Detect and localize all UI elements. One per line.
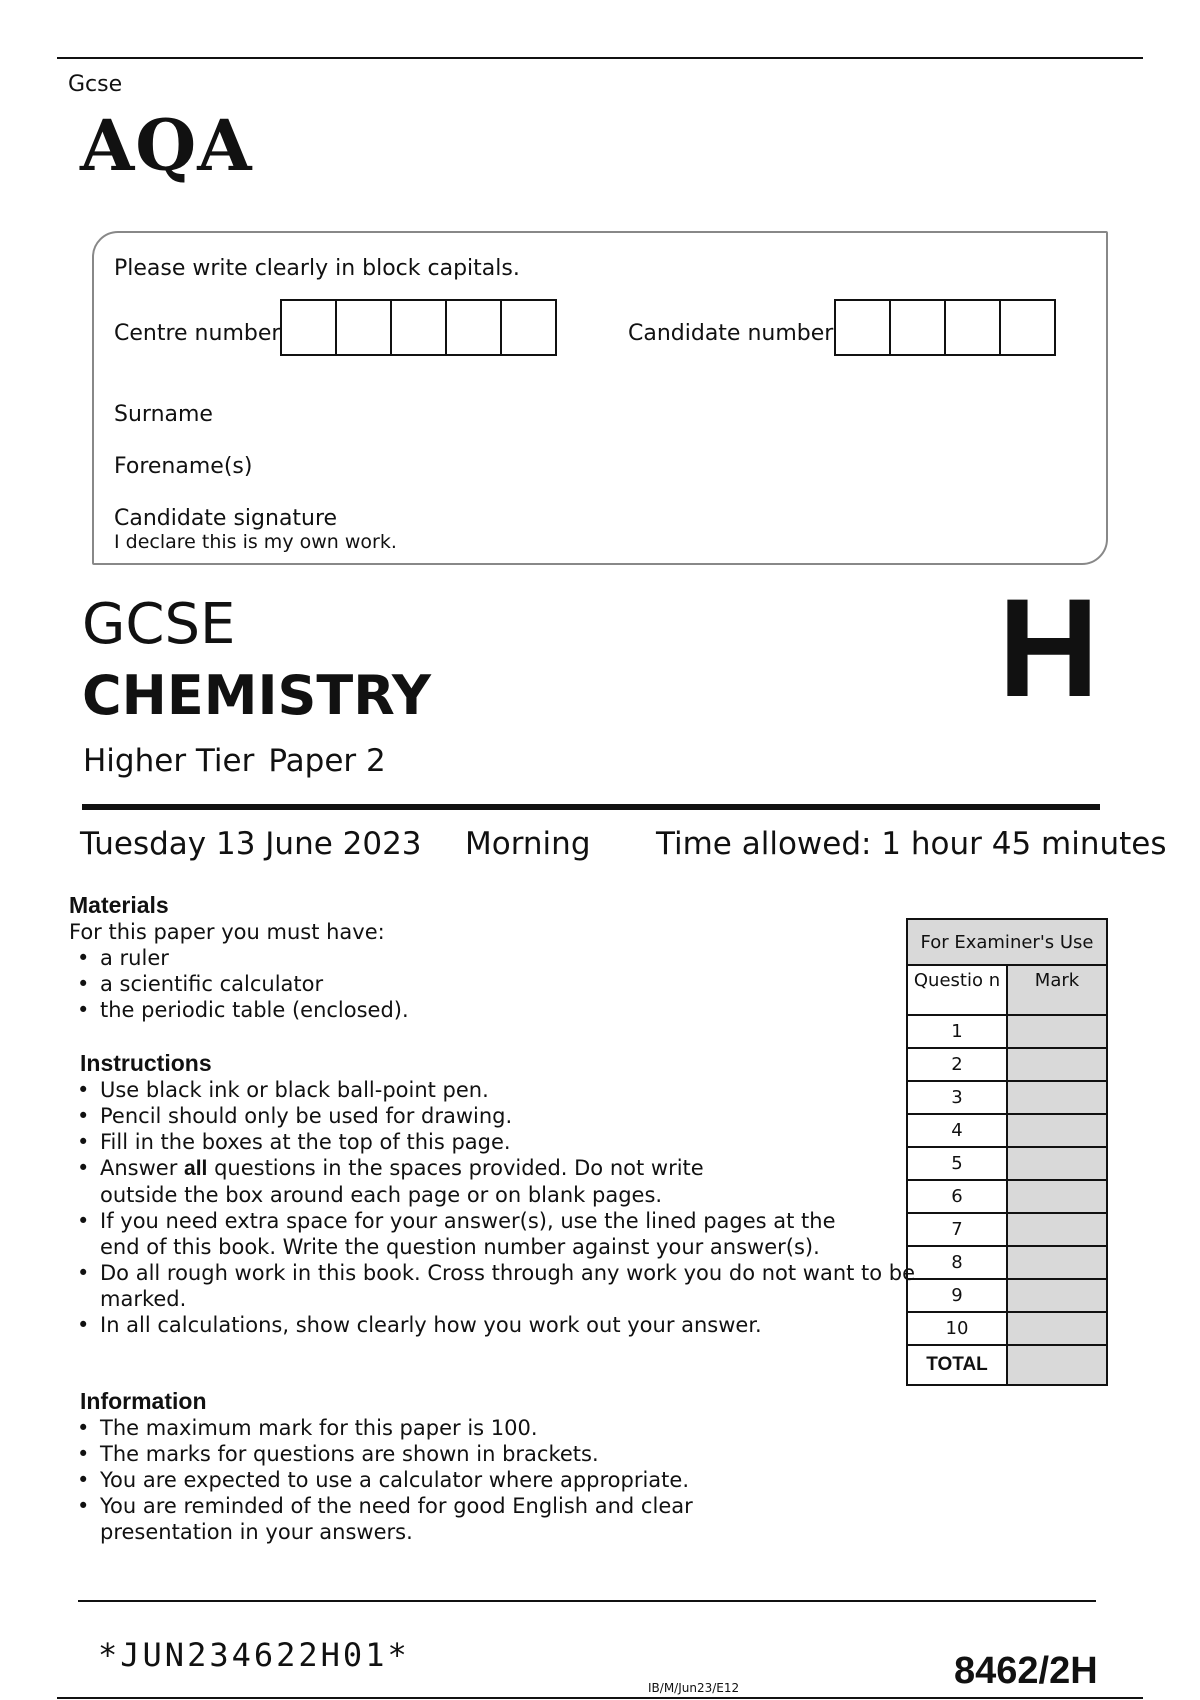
information-section	[69, 1388, 909, 1545]
table-row	[907, 1180, 1107, 1213]
qualification-title: GCSE	[82, 592, 236, 657]
mark-cell	[1007, 1147, 1107, 1180]
footer-rule	[78, 1600, 1096, 1602]
table-row	[907, 1312, 1107, 1345]
signature-label: Candidate signature	[114, 506, 338, 531]
tier-line	[83, 743, 386, 779]
candidate-number-boxes[interactable]	[836, 299, 1056, 356]
time-allowed: Time allowed: 1 hour 45 minutes	[656, 826, 1167, 862]
table-row	[907, 1246, 1107, 1279]
surname-label: Surname	[114, 402, 213, 427]
candidate-digit-box[interactable]	[889, 299, 946, 356]
table-row	[907, 1048, 1107, 1081]
question-number: 8	[907, 1246, 1007, 1279]
mark-cell	[1007, 1180, 1107, 1213]
mark-cell	[1007, 1015, 1107, 1048]
exam-date: Tuesday 13 June 2023	[80, 826, 422, 862]
exam-session: Morning	[465, 826, 591, 862]
total-mark-cell	[1007, 1345, 1107, 1385]
materials-heading: Materials	[69, 892, 169, 918]
list-item: • You are reminded of the need for good English and clear presentation in your answers.	[66, 1493, 746, 1545]
header-small-title: Gcse	[68, 72, 123, 97]
list-item: • the periodic table (enclosed).	[66, 997, 909, 1023]
materials-section	[69, 892, 909, 1023]
list-item: • Answer all questions in the spaces provided. Do not write outside the box around each page or on blank pages.	[66, 1155, 746, 1208]
list-item: • The maximum mark for this paper is 100.	[66, 1415, 909, 1441]
instructions-list	[66, 1077, 916, 1338]
candidate-digit-box[interactable]	[944, 299, 1001, 356]
tier-letter: H	[998, 569, 1100, 726]
barcode-text: *JUN234622H01*	[98, 1636, 410, 1674]
centre-number-label: Centre number	[114, 321, 281, 346]
centre-digit-box[interactable]	[390, 299, 447, 356]
question-number: 1	[907, 1015, 1007, 1048]
question-number: 10	[907, 1312, 1007, 1345]
candidate-digit-box[interactable]	[999, 299, 1056, 356]
mark-cell	[1007, 1048, 1107, 1081]
list-item: • If you need extra space for your answer(s), use the lined pages at the end of this book. Write the question number against your answer(s).	[66, 1208, 846, 1260]
candidate-number-label: Candidate number	[628, 321, 834, 346]
candidate-digit-box[interactable]	[834, 299, 891, 356]
table-row	[907, 1015, 1107, 1048]
question-number: 4	[907, 1114, 1007, 1147]
list-item: • Pencil should only be used for drawing.	[66, 1103, 909, 1129]
list-item: • The marks for questions are shown in brackets.	[66, 1441, 909, 1467]
top-rule	[57, 57, 1143, 59]
table-row	[907, 1147, 1107, 1180]
declaration-text: I declare this is my own work.	[114, 531, 397, 553]
instructions-heading: Instructions	[80, 1050, 212, 1076]
centre-digit-box[interactable]	[500, 299, 557, 356]
table-row	[907, 1213, 1107, 1246]
centre-digit-box[interactable]	[280, 299, 337, 356]
mark-cell	[1007, 1114, 1107, 1147]
table-row	[907, 1279, 1107, 1312]
centre-digit-box[interactable]	[335, 299, 392, 356]
subject-title: CHEMISTRY	[82, 664, 431, 727]
list-item: • Do all rough work in this book. Cross through any work you do not want to be marked.	[66, 1260, 916, 1312]
forename-label: Forename(s)	[114, 454, 253, 479]
list-item: • In all calculations, show clearly how you work out your answer.	[66, 1312, 909, 1338]
list-item: • a ruler	[66, 945, 909, 971]
mark-cell	[1007, 1312, 1107, 1345]
list-item: • a scientific calculator	[66, 971, 909, 997]
centre-number-boxes[interactable]	[282, 299, 557, 356]
mark-column-header: Mark	[1007, 965, 1107, 1015]
paper-label: Paper 2	[268, 743, 386, 779]
list-item: • Use black ink or black ball-point pen.	[66, 1077, 909, 1103]
mark-cell	[1007, 1081, 1107, 1114]
question-number: 2	[907, 1048, 1007, 1081]
question-column-header: Questio n	[907, 965, 1007, 1015]
title-rule	[82, 804, 1100, 810]
information-heading: Information	[80, 1388, 207, 1414]
centre-digit-box[interactable]	[445, 299, 502, 356]
mark-cell	[1007, 1279, 1107, 1312]
table-row	[907, 1114, 1107, 1147]
tier-label: Higher Tier	[83, 743, 255, 779]
reference-code: IB/M/Jun23/E12	[648, 1681, 740, 1695]
aqa-logo: AQA	[80, 104, 253, 187]
paper-code: 8462/2H	[954, 1650, 1098, 1692]
list-item: • You are expected to use a calculator where appropriate.	[66, 1467, 909, 1493]
question-number: 3	[907, 1081, 1007, 1114]
mark-cell	[1007, 1246, 1107, 1279]
total-row	[907, 1345, 1107, 1385]
block-capitals-instruction: Please write clearly in block capitals.	[114, 256, 520, 281]
examiner-use-table	[906, 918, 1108, 1386]
mark-cell	[1007, 1213, 1107, 1246]
question-number: 6	[907, 1180, 1007, 1213]
materials-list	[66, 945, 909, 1023]
instructions-section	[69, 1050, 916, 1338]
information-list	[66, 1415, 909, 1545]
question-number: 5	[907, 1147, 1007, 1180]
list-item: • Fill in the boxes at the top of this page.	[66, 1129, 909, 1155]
examiner-table-title: For Examiner's Use	[907, 919, 1107, 965]
question-number: 7	[907, 1213, 1007, 1246]
question-number: 9	[907, 1279, 1007, 1312]
table-row	[907, 1081, 1107, 1114]
base-rule	[57, 1697, 1143, 1699]
total-label: TOTAL	[907, 1345, 1007, 1385]
materials-intro: For this paper you must have:	[69, 920, 385, 944]
